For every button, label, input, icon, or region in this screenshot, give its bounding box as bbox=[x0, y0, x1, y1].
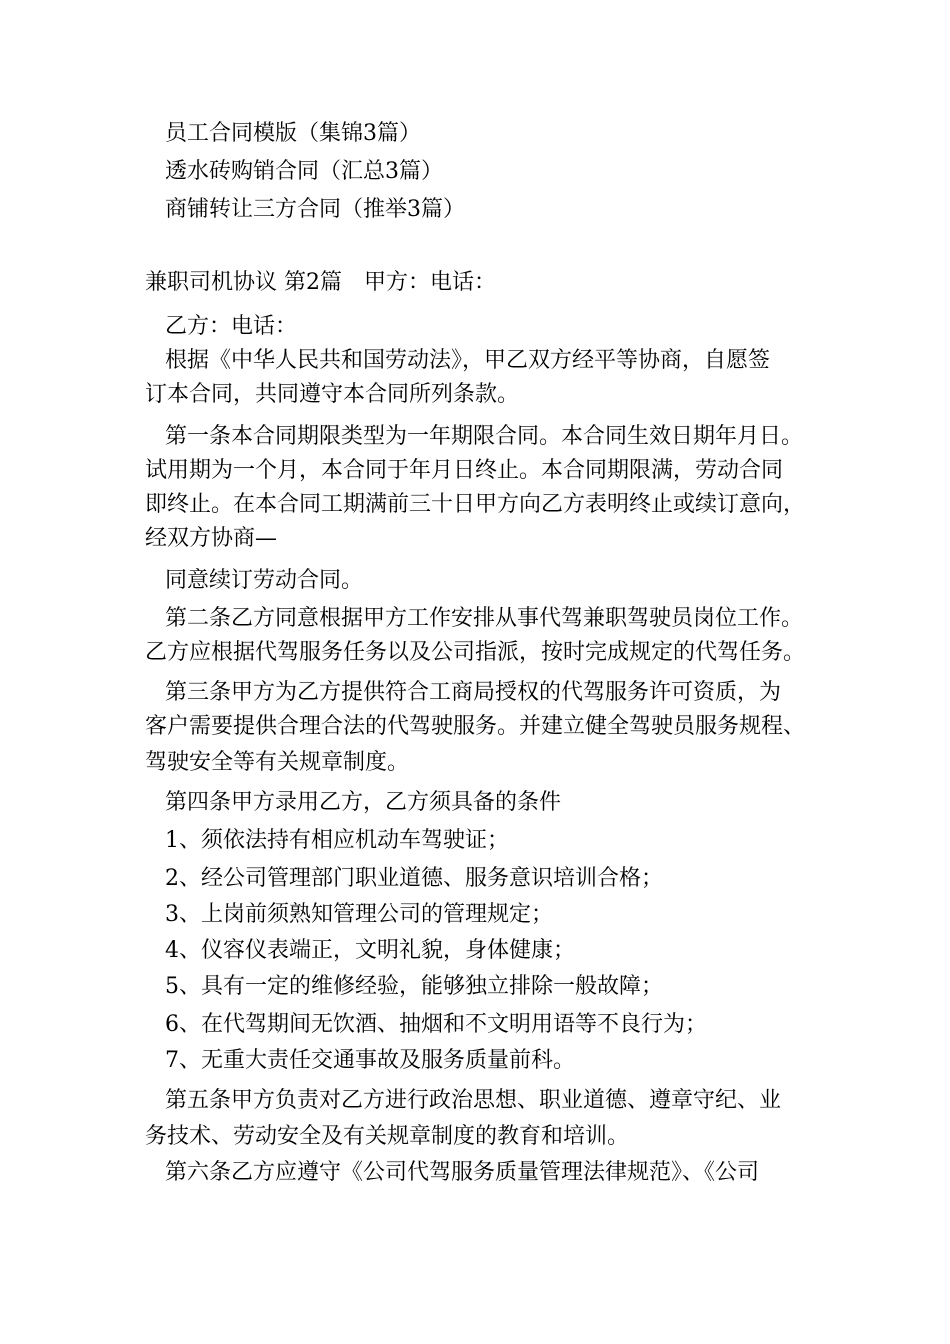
list-item: 6、在代驾期间无饮酒、抽烟和不文明用语等不良行为； bbox=[165, 1012, 707, 1037]
section-heading: 兼职司机协议 第2篇 甲方：电话： bbox=[145, 270, 496, 295]
list-item: 4、仪容仪表端正，文明礼貌，身体健康； bbox=[165, 938, 575, 963]
list-item: 5、具有一定的维修经验，能够独立排除一般故障； bbox=[165, 974, 663, 999]
list-item: 7、无重大责任交通事故及服务质量前科。 bbox=[165, 1048, 575, 1073]
text-line: 客户需要提供合理合法的代驾驶服务。并建立健全驾驶员服务规程、 bbox=[145, 714, 806, 739]
text-line: 乙方应根据代驾服务任务以及公司指派，按时完成规定的代驾任务。 bbox=[145, 640, 806, 665]
text-line: 根据《中华人民共和国劳动法》，甲乙双方经平等协商，自愿签 bbox=[165, 348, 771, 373]
text-line: 第三条甲方为乙方提供符合工商局授权的代驾服务许可资质，为 bbox=[165, 680, 782, 705]
text-line: 务技术、劳动安全及有关规章制度的教育和培训。 bbox=[145, 1124, 630, 1149]
list-item: 3、上岗前须熟知管理公司的管理规定； bbox=[165, 902, 553, 927]
text-line: 第一条本合同期限类型为一年期限合同。本合同生效日期年月日。 bbox=[165, 424, 804, 449]
text-line: 第四条甲方录用乙方，乙方须具备的条件 bbox=[165, 790, 562, 815]
text-line: 试用期为一个月，本合同于年月日终止。本合同期限满，劳动合同 bbox=[145, 458, 784, 483]
text-line: 驾驶安全等有关规章制度。 bbox=[145, 750, 410, 775]
text-line: 订本合同，共同遵守本合同所列条款。 bbox=[145, 382, 520, 407]
text-line: 乙方：电话： bbox=[165, 314, 298, 339]
related-link-brick-contract[interactable]: 透水砖购销合同（汇总3篇） bbox=[165, 159, 443, 184]
text-line: 第五条甲方负责对乙方进行政治思想、职业道德、遵章守纪、业 bbox=[165, 1088, 782, 1113]
text-line: 同意续订劳动合同。 bbox=[165, 568, 364, 593]
related-link-shop-transfer-contract[interactable]: 商铺转让三方合同（推举3篇） bbox=[165, 197, 465, 222]
text-line: 经双方协商— bbox=[145, 526, 278, 551]
text-line: 即终止。在本合同工期满前三十日甲方向乙方表明终止或续订意向， bbox=[145, 492, 806, 517]
text-line: 第六条乙方应遵守《公司代驾服务质量管理法律规范》、《公司 bbox=[165, 1160, 760, 1185]
list-item: 2、经公司管理部门职业道德、服务意识培训合格； bbox=[165, 866, 663, 891]
text-line: 第二条乙方同意根据甲方工作安排从事代驾兼职驾驶员岗位工作。 bbox=[165, 606, 804, 631]
list-item: 1、须依法持有相应机动车驾驶证； bbox=[165, 828, 509, 853]
related-link-employee-contract[interactable]: 员工合同模版（集锦3篇） bbox=[165, 121, 421, 146]
